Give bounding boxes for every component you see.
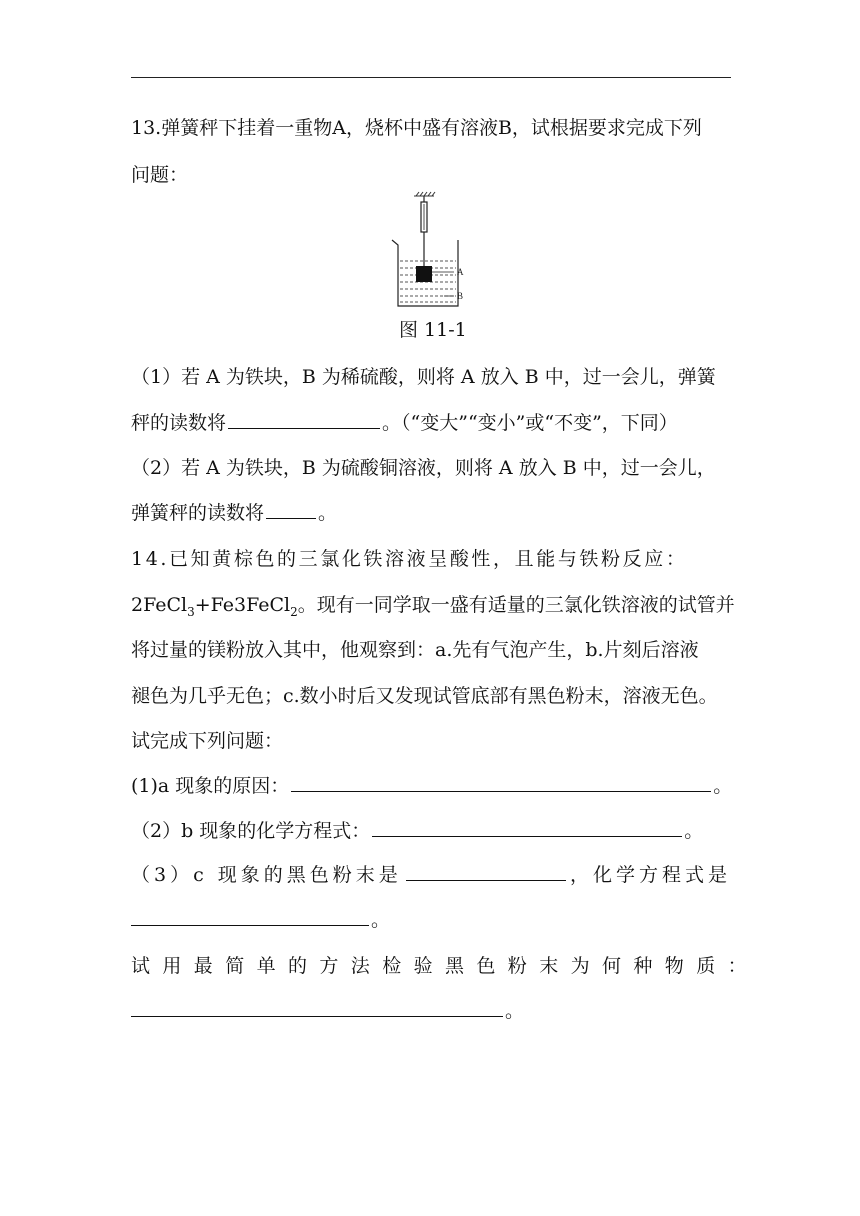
beaker-spring-scale-figure <box>380 188 480 314</box>
q13-part1-suffix: 。（“变大”“变小”或“不变”，下同） <box>382 412 678 434</box>
q14-part2-suffix: 。 <box>684 820 704 842</box>
q14-stem-line5: 试完成下列问题： <box>131 730 284 752</box>
figure-caption: 图 11-1 <box>399 319 467 341</box>
answer-blank-q14-1[interactable] <box>291 773 711 792</box>
q13-part2-line1: （2）若 A 为铁块，B 为硫酸铜溶液，则将 A 放入 B 中，过一会儿， <box>131 457 716 479</box>
q13-part1-line1: （1）若 A 为铁块，B 为稀硫酸，则将 A 放入 B 中，过一会儿，弹簧 <box>131 366 716 388</box>
q13-part1-line2 <box>131 410 678 436</box>
equation-part1: 2FeCl <box>131 594 188 616</box>
q14-equation-line <box>131 592 735 625</box>
q14-stem-line3: 将过量的镁粉放入其中，他观察到：a.先有气泡产生，b.片刻后溶液 <box>131 639 699 661</box>
q14-part4-suffix: 。 <box>505 1000 525 1022</box>
q13-part2-prefix: 弹簧秤的读数将 <box>131 502 265 524</box>
q14-part1 <box>131 773 732 799</box>
answer-blank-q14-3b[interactable] <box>131 907 369 926</box>
q14-part3-line2 <box>131 907 390 933</box>
q14-part1-prefix: (1)a 现象的原因： <box>131 775 290 797</box>
answer-blank-q14-2[interactable] <box>372 818 682 837</box>
equation-sub1: 3 <box>187 604 195 619</box>
q14-part3-line1 <box>131 862 731 888</box>
q14-part3-prefix: （3）c 现象的黑色粉末是 <box>131 864 402 886</box>
spring-scale-icon <box>421 196 427 266</box>
weight-a-icon <box>416 266 432 282</box>
q14-part3-suffix: 。 <box>371 909 391 931</box>
q14-stem-line4: 褪色为几乎无色；c.数小时后又发现试管底部有黑色粉末，溶液无色。 <box>131 685 718 707</box>
q14-stem-line1: 14.已知黄棕色的三氯化铁溶液呈酸性，且能与铁粉反应： <box>131 548 688 570</box>
equation-part2: +Fe3FeCl <box>194 594 291 616</box>
q13-stem-line1: 13.弹簧秤下挂着一重物A，烧杯中盛有溶液B，试根据要求完成下列 <box>131 117 702 139</box>
q13-part2-line2 <box>131 500 337 526</box>
q14-part3-mid: ，化学方程式是 <box>569 864 731 886</box>
answer-blank-q13-2[interactable] <box>266 500 316 519</box>
q13-part2-suffix: 。 <box>318 502 338 524</box>
q14-part1-suffix: 。 <box>713 775 733 797</box>
q13-part1-prefix: 秤的读数将 <box>131 412 227 434</box>
label-b: B <box>457 291 464 301</box>
label-a: A <box>457 267 464 277</box>
q14-part4-line2 <box>131 998 524 1024</box>
q14-part4-line1: 试用最简单的方法检验黑色粉末为何种物质： <box>131 955 760 977</box>
q14-part2-prefix: （2）b 现象的化学方程式： <box>131 820 371 842</box>
equation-sub2: 2 <box>290 604 298 619</box>
answer-blank-q14-3a[interactable] <box>406 862 566 881</box>
q14-part2 <box>131 818 703 844</box>
equation-rest: 。现有一同学取一盛有适量的三氯化铁溶液的试管并 <box>297 594 735 616</box>
answer-blank-q14-4[interactable] <box>131 998 503 1017</box>
q13-stem-line2: 问题： <box>131 164 189 186</box>
header-rule <box>131 77 731 78</box>
ceiling-support-icon <box>414 192 435 196</box>
answer-blank-q13-1[interactable] <box>228 410 380 429</box>
